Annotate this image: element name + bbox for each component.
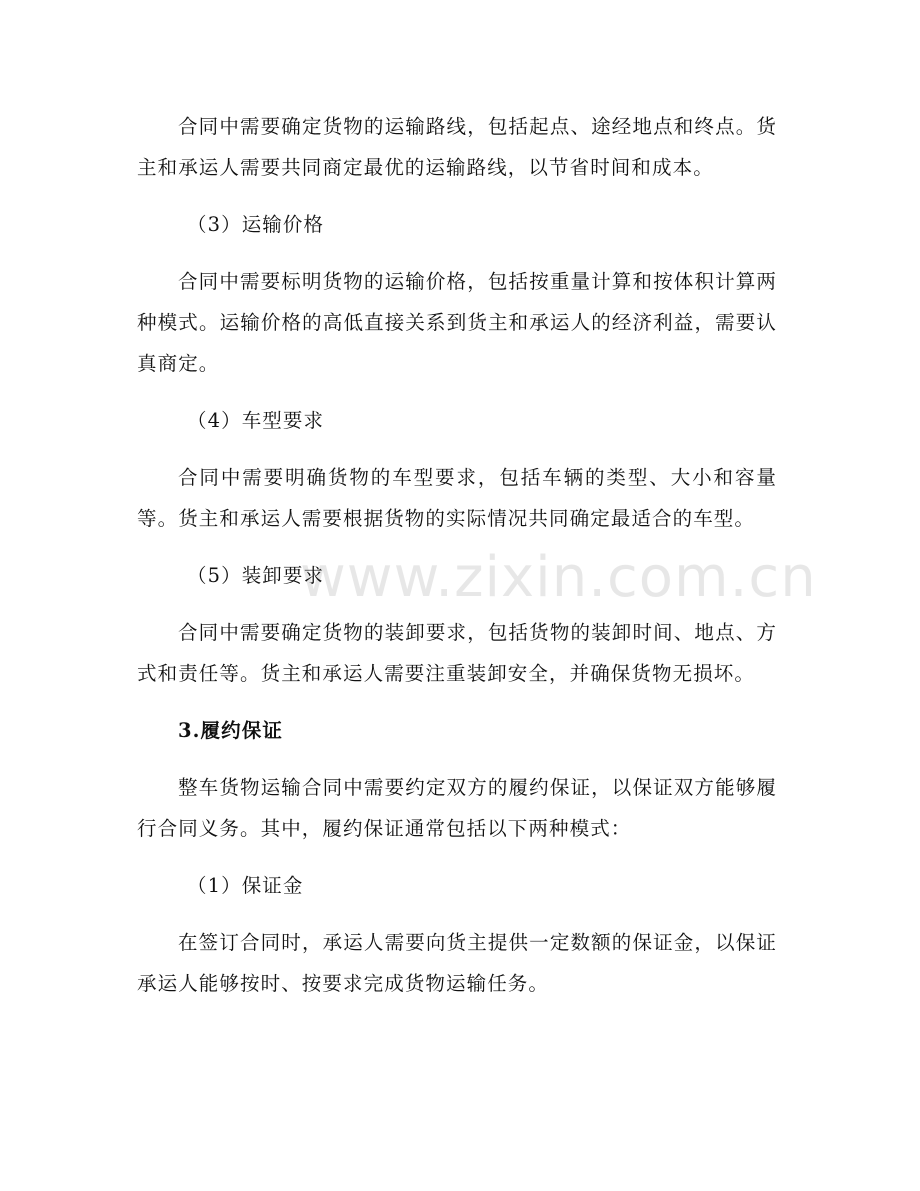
subheading-loading: （5）装卸要求 [187,564,325,587]
paragraph-vehicle: 合同中需要明确货物的车型要求，包括车辆的类型、大小和容量等。货主和承运人需要根据货物的实际情况共同确定最适合的车型。 [137,466,777,530]
paragraph-loading: 合同中需要确定货物的装卸要求，包括货物的装卸时间、地点、方式和责任等。货主和承运人需要注重装卸安全，并确保货物无损坏。 [137,621,777,685]
subheading-price: （3）运输价格 [187,213,325,236]
paragraph-price: 合同中需要标明货物的运输价格，包括按重量计算和按体积计算两种模式。运输价格的高低直接关系到货主和承运人的经济利益，需要认真商定。 [137,270,777,375]
paragraph-deposit: 在签订合同时，承运人需要向货主提供一定数额的保证金，以保证承运人能够按时、按要求完成货物运输任务。 [137,931,777,995]
subheading-vehicle: （4）车型要求 [187,409,325,432]
subheading-deposit: （1）保证金 [187,874,304,897]
watermark: www.zixin.com.cn [300,545,817,610]
section-title-performance-guarantee: 3.履约保证 [178,719,283,742]
paragraph-guarantee: 整车货物运输合同中需要约定双方的履约保证，以保证双方能够履行合同义务。其中，履约保证通常包括以下两种模式： [137,776,777,840]
paragraph-route: 合同中需要确定货物的运输路线，包括起点、途经地点和终点。货主和承运人需要共同商定最优的运输路线，以节省时间和成本。 [137,115,777,179]
